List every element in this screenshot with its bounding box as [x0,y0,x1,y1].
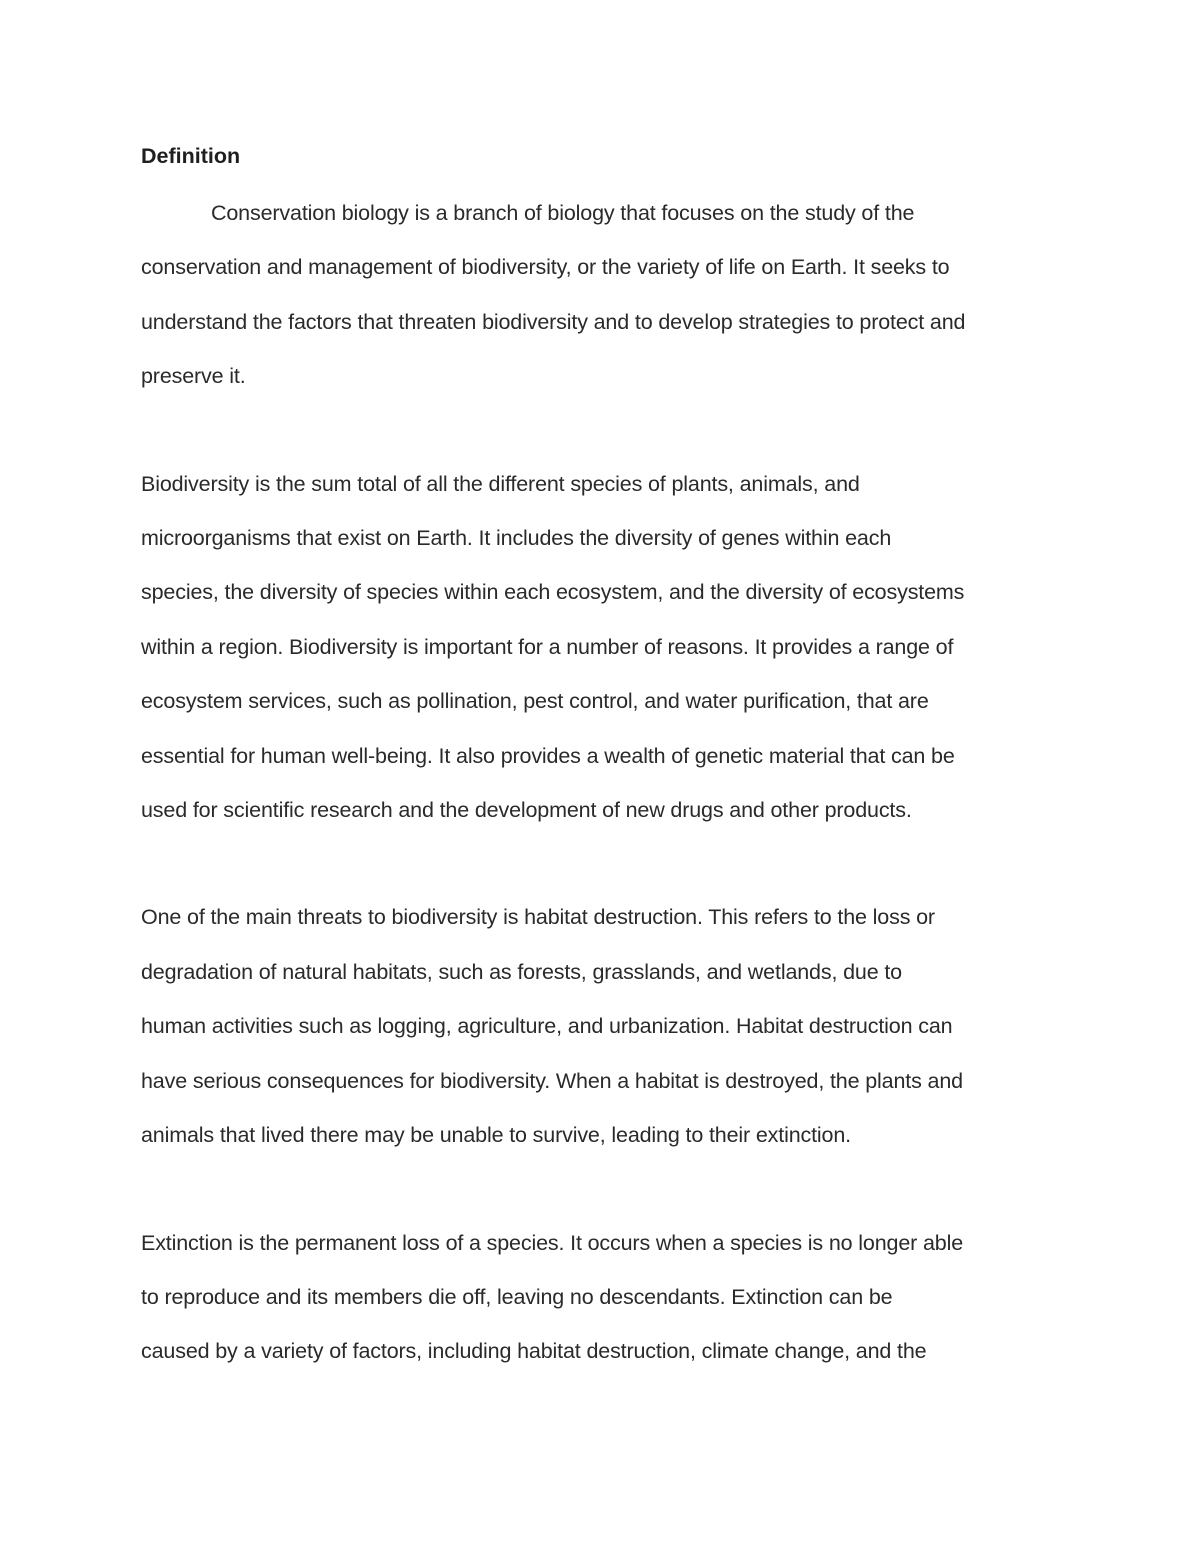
text-line: human activities such as logging, agriculture, and urbanization. Habitat destruction can [141,1014,953,1039]
paragraph-extinction [141,1216,1066,1379]
text-line: have serious consequences for biodiversity. When a habitat is destroyed, the plants and [141,1068,963,1093]
text-line: One of the main threats to biodiversity is habitat destruction. This refers to the loss or [141,905,935,930]
text-line: degradation of natural habitats, such as forests, grasslands, and wetlands, due to [141,959,902,984]
text-line: microorganisms that exist on Earth. It includes the diversity of genes within each [141,526,892,551]
text-line: Biodiversity is the sum total of all the different species of plants, animals, and [141,471,860,496]
text-line: conservation and management of biodiversity, or the variety of life on Earth. It seeks to [141,255,950,280]
section-heading: Definition [141,144,241,168]
text-line: within a region. Biodiversity is important for a number of reasons. It provides a range of [141,634,954,659]
text-line: species, the diversity of species within each ecosystem, and the diversity of ecosystems [141,580,965,605]
text-line: understand the factors that threaten biodiversity and to develop strategies to protect and [141,309,966,334]
text-line: essential for human well-being. It also provides a wealth of genetic material that can be [141,743,955,768]
text-line: ecosystem services, such as pollination, pest control, and water purification, that are [141,689,929,714]
text-line: caused by a variety of factors, including habitat destruction, climate change, and the [141,1339,927,1364]
paragraph-habitat-destruction [141,890,1066,1162]
paragraph-conservation-biology [141,186,1066,404]
text-line: Conservation biology is a branch of biology that focuses on the study of the [211,201,915,225]
paragraph-biodiversity [141,457,1066,838]
text-line: animals that lived there may be unable to survive, leading to their extinction. [141,1123,851,1148]
text-line: used for scientific research and the development of new drugs and other products. [141,798,912,823]
text-line: Extinction is the permanent loss of a species. It occurs when a species is no longer able [141,1230,964,1255]
text-line: to reproduce and its members die off, leaving no descendants. Extinction can be [141,1284,893,1309]
text-line: preserve it. [141,364,246,389]
document-body [141,140,1066,1379]
